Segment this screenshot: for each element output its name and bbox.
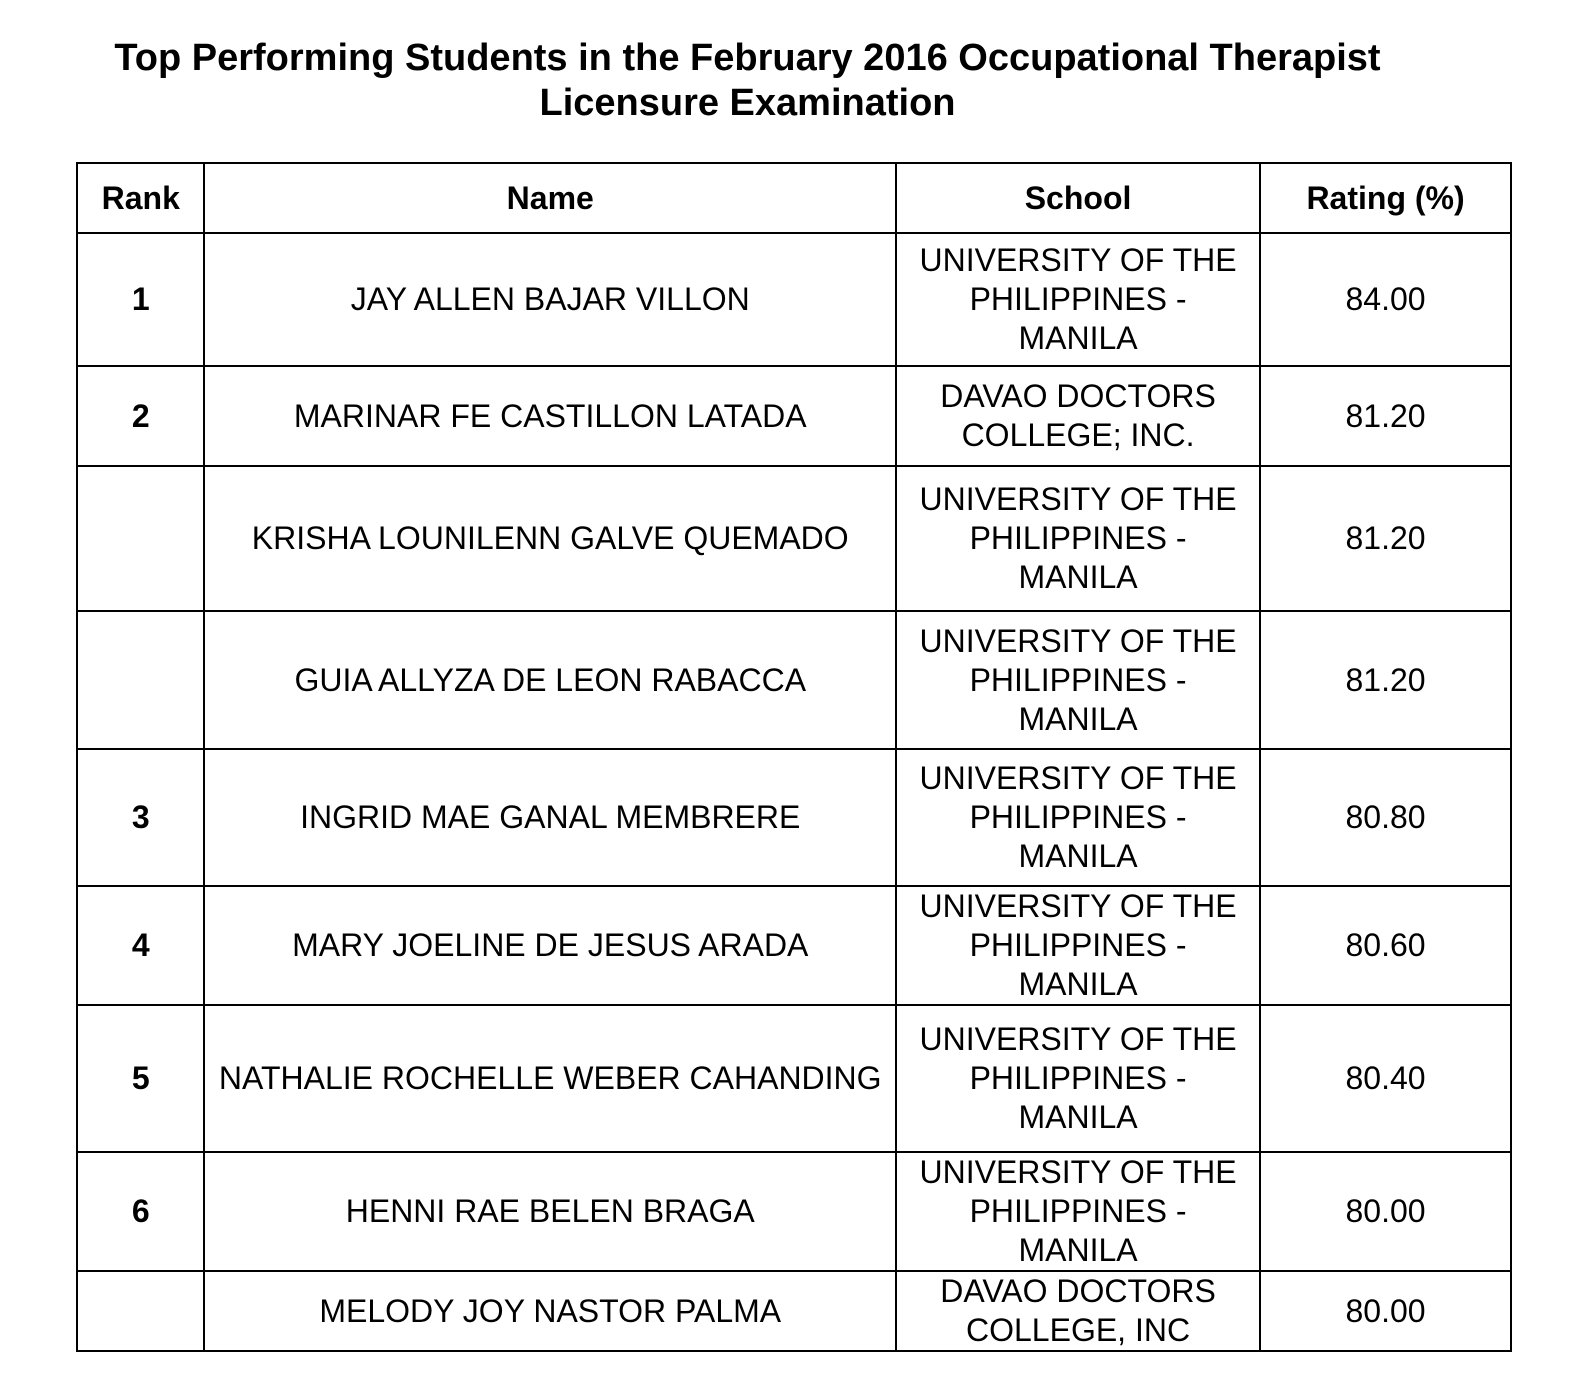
- school-line: UNIVERSITY OF THE: [919, 760, 1237, 796]
- name-cell: GUIA ALLYZA DE LEON RABACCA: [204, 611, 896, 749]
- name-cell: MARINAR FE CASTILLON LATADA: [204, 366, 896, 466]
- table-row: [77, 749, 1511, 886]
- table-row: [77, 1152, 1511, 1271]
- rank-cell: [77, 466, 204, 611]
- school-cell: [896, 1271, 1260, 1351]
- rating-cell: 80.60: [1260, 886, 1511, 1005]
- school-line: PHILIPPINES -: [969, 661, 1187, 698]
- page-title: [0, 36, 1495, 126]
- school-cell: [896, 886, 1260, 1005]
- name-cell: NATHALIE ROCHELLE WEBER CAHANDING: [204, 1005, 896, 1152]
- school-line: MANILA: [1018, 966, 1138, 1002]
- rating-cell: 81.20: [1260, 366, 1511, 466]
- table-row: [77, 233, 1511, 366]
- rank-cell: 6: [77, 1152, 204, 1271]
- school-cell: [896, 233, 1260, 366]
- school-line: MANILA: [1018, 1099, 1138, 1135]
- school-cell: [896, 611, 1260, 749]
- rank-cell: 1: [77, 233, 204, 366]
- school-line: PHILIPPINES -: [969, 799, 1187, 835]
- school-line: MANILA: [1018, 1232, 1138, 1268]
- table-row: [77, 611, 1511, 749]
- school-line: MANILA: [1018, 700, 1138, 737]
- school-line: COLLEGE, INC: [966, 1312, 1191, 1348]
- rank-cell: [77, 1271, 204, 1351]
- table-row: [77, 366, 1511, 466]
- rating-cell: 81.20: [1260, 466, 1511, 611]
- table-row: [77, 1005, 1511, 1152]
- school-line: MANILA: [1018, 559, 1138, 595]
- school-line: UNIVERSITY OF THE: [919, 888, 1237, 924]
- school-line: UNIVERSITY OF THE: [919, 481, 1237, 517]
- name-cell: MARY JOELINE DE JESUS ARADA: [204, 886, 896, 1005]
- school-line: PHILIPPINES -: [969, 1060, 1187, 1096]
- table-row: [77, 886, 1511, 1005]
- header-row: [77, 163, 1511, 233]
- table-body: [77, 233, 1511, 1351]
- table-row: [77, 1271, 1511, 1351]
- school-line: UNIVERSITY OF THE: [919, 1154, 1237, 1190]
- school-line: MANILA: [1018, 838, 1138, 874]
- school-line: UNIVERSITY OF THE: [919, 1021, 1237, 1057]
- rankings-table: [76, 162, 1512, 1352]
- rank-cell: 4: [77, 886, 204, 1005]
- table-row: [77, 466, 1511, 611]
- school-line: UNIVERSITY OF THE: [919, 242, 1237, 278]
- name-cell: HENNI RAE BELEN BRAGA: [204, 1152, 896, 1271]
- school-line: PHILIPPINES -: [969, 1193, 1187, 1229]
- school-cell: [896, 466, 1260, 611]
- school-cell: [896, 1005, 1260, 1152]
- header-school: School: [896, 163, 1260, 233]
- rank-cell: 5: [77, 1005, 204, 1152]
- school-line: MANILA: [1018, 320, 1138, 356]
- name-cell: JAY ALLEN BAJAR VILLON: [204, 233, 896, 366]
- title-line-1: Top Performing Students in the February 2016 Occupational Therapist: [114, 37, 1381, 79]
- rating-cell: 80.80: [1260, 749, 1511, 886]
- header-rank: Rank: [77, 163, 204, 233]
- rating-cell: 80.40: [1260, 1005, 1511, 1152]
- rank-cell: 2: [77, 366, 204, 466]
- school-line: DAVAO DOCTORS: [940, 378, 1216, 414]
- header-rating: Rating (%): [1260, 163, 1511, 233]
- table-header: [77, 163, 1511, 233]
- school-line: PHILIPPINES -: [969, 281, 1187, 317]
- header-name: Name: [204, 163, 896, 233]
- school-cell: [896, 749, 1260, 886]
- title-line-2: Licensure Examination: [539, 82, 956, 124]
- school-cell: [896, 366, 1260, 466]
- rank-cell: 3: [77, 749, 204, 886]
- school-line: COLLEGE; INC.: [961, 417, 1195, 453]
- school-line: PHILIPPINES -: [969, 927, 1187, 963]
- name-cell: MELODY JOY NASTOR PALMA: [204, 1271, 896, 1351]
- school-line: UNIVERSITY OF THE: [919, 622, 1237, 659]
- rating-cell: 80.00: [1260, 1152, 1511, 1271]
- rating-cell: 81.20: [1260, 611, 1511, 749]
- name-cell: INGRID MAE GANAL MEMBRERE: [204, 749, 896, 886]
- name-cell: KRISHA LOUNILENN GALVE QUEMADO: [204, 466, 896, 611]
- school-line: DAVAO DOCTORS: [940, 1273, 1216, 1309]
- rank-cell: [77, 611, 204, 749]
- rating-cell: 84.00: [1260, 233, 1511, 366]
- rating-cell: 80.00: [1260, 1271, 1511, 1351]
- school-cell: [896, 1152, 1260, 1271]
- school-line: PHILIPPINES -: [969, 520, 1187, 556]
